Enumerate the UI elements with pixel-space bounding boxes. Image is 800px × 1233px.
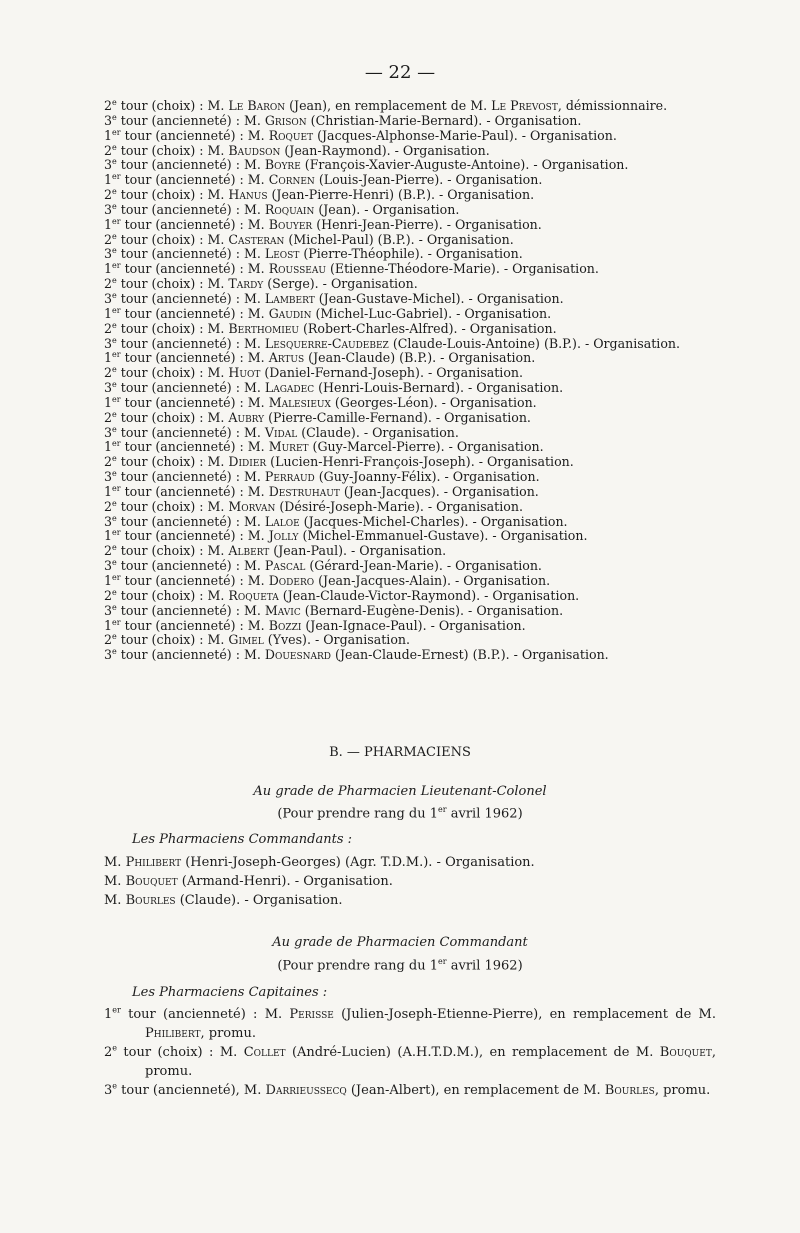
- tour-suffix: e: [112, 632, 117, 642]
- person-name: Rousseau: [268, 261, 326, 277]
- person-name: Destruhaut: [268, 483, 340, 499]
- person-name: Baudson: [228, 142, 281, 158]
- tour-text: tour (ancienneté) : M.: [116, 424, 265, 440]
- list-item: [104, 544, 714, 559]
- tour-text: tour (choix) : M.: [116, 365, 229, 381]
- list-item: [104, 144, 714, 159]
- person-name: Jolly: [268, 528, 299, 544]
- tour-text: tour (ancienneté) : M.: [116, 201, 265, 217]
- tour-text: tour (choix) : M.: [116, 632, 229, 648]
- entry-text-end: , promu.: [145, 1045, 716, 1079]
- person-name: Gaudin: [268, 305, 312, 321]
- tour-number: 2: [104, 587, 113, 603]
- tour-number: 2: [104, 632, 113, 648]
- person-name: Collet: [243, 1045, 286, 1060]
- tour-text: tour (ancienneté) : M.: [120, 172, 269, 188]
- tour-suffix: e: [112, 602, 117, 612]
- person-name: Philibert: [125, 855, 182, 870]
- tour-text: tour (ancienneté) : M.: [120, 528, 269, 544]
- tour-suffix: e: [112, 275, 117, 285]
- tour-number: 2: [104, 187, 113, 203]
- list-item: [104, 1005, 716, 1043]
- tour-suffix: e: [112, 97, 117, 107]
- tour-text: tour (ancienneté) : M.: [120, 261, 269, 277]
- person-name: Bozzi: [268, 617, 302, 633]
- person-name: Didier: [228, 454, 267, 470]
- entry-text: (Jean-Raymond). - Organisation.: [280, 142, 490, 158]
- entry-text: (Jean-Claude-Victor-Raymond). - Organisation.: [278, 587, 580, 603]
- tour-text: tour (ancienneté) : M.: [120, 617, 269, 633]
- list-item: [104, 381, 714, 396]
- person-name: Grison: [264, 112, 307, 128]
- list-item: [104, 218, 714, 233]
- tour-number: 3: [104, 380, 113, 396]
- entry-text: (Robert-Charles-Alfred). - Organisation.: [299, 320, 557, 336]
- tour-text: tour (choix) : M.: [116, 543, 229, 559]
- rank-date-1: [0, 805, 800, 821]
- entry-text: (Jean-Albert), en remplacement de M.: [346, 1083, 605, 1098]
- entry-text: (Henri-Joseph-Georges) (Agr. T.D.M.). - Organisation.: [181, 855, 535, 870]
- tour-number: 3: [104, 290, 113, 306]
- tour-number: 1: [104, 617, 113, 633]
- list-item: [104, 262, 714, 277]
- tour-number: 1: [104, 528, 113, 544]
- tour-text: tour (ancienneté) : M.: [116, 290, 265, 306]
- entry-text: (François-Xavier-Auguste-Antoine). - Organisation.: [300, 157, 629, 173]
- entry-text: (Daniel-Fernand-Joseph). - Organisation.: [260, 365, 524, 381]
- entry-text: (Guy-Joanny-Félix). - Organisation.: [314, 469, 540, 485]
- tour-text: tour (ancienneté) : M.: [120, 305, 269, 321]
- tour-suffix: e: [112, 468, 117, 478]
- entry-text: (Désiré-Joseph-Marie). - Organisation.: [275, 498, 523, 514]
- tour-number: 3: [104, 513, 113, 529]
- person-name: Huot: [228, 365, 261, 381]
- tour-suffix: e: [112, 186, 117, 196]
- list-item: [104, 515, 714, 530]
- tour-number: 3: [104, 647, 113, 663]
- entry-text: (Jean-Gustave-Michel). - Organisation.: [314, 290, 564, 306]
- person-name: Muret: [268, 439, 309, 455]
- list-item: [104, 203, 714, 218]
- tour-suffix: er: [112, 216, 121, 226]
- tour-number: 3: [104, 1083, 113, 1098]
- tour-text: tour (ancienneté) : M.: [120, 573, 269, 588]
- entry-text: (Jean-Jacques). - Organisation.: [339, 483, 539, 499]
- entry-text: (Jean-Pierre-Henri) (B.P.). - Organisation.: [267, 187, 535, 203]
- list-item: [104, 574, 714, 589]
- replaced-person-name: Le Prevost: [491, 98, 558, 113]
- tour-text: tour (choix) : M.: [116, 409, 229, 425]
- person-name: Hanus: [228, 187, 268, 203]
- list-item: [104, 158, 714, 173]
- rank-date-2-post: avril 1962): [446, 958, 523, 974]
- entry-text: (Michel-Paul) (B.P.). - Organisation.: [284, 231, 514, 247]
- tour-number: 2: [104, 98, 113, 113]
- tour-number: 3: [104, 558, 113, 574]
- tour-suffix: er: [112, 439, 121, 449]
- entry-text: (Claude-Louis-Antoine) (B.P.). - Organisation.: [388, 335, 681, 351]
- person-name: Roquain: [264, 201, 315, 217]
- tour-text: tour (ancienneté) : M.: [116, 647, 265, 663]
- person-name: Douesnard: [264, 647, 332, 663]
- tour-suffix: er: [112, 528, 121, 538]
- rank-date-1-post: avril 1962): [446, 806, 523, 822]
- tour-suffix: er: [112, 261, 121, 271]
- tour-suffix: er: [112, 350, 121, 360]
- person-name: Leost: [264, 246, 300, 262]
- tour-number: 3: [104, 424, 113, 440]
- tour-text: tour (choix) : M.: [117, 1045, 244, 1060]
- entry-text: (Pierre-Camille-Fernand). - Organisation.: [264, 409, 531, 425]
- tour-number: 1: [104, 573, 113, 588]
- tour-number: 2: [104, 231, 113, 247]
- person-name: Malesieux: [268, 394, 331, 410]
- list-item: [104, 633, 714, 648]
- tour-suffix: e: [112, 335, 117, 345]
- list-item: [104, 529, 714, 544]
- person-name: Bouyer: [268, 216, 313, 232]
- person-name: Roqueta: [228, 587, 279, 603]
- tour-text: tour (ancienneté) : M.: [120, 350, 269, 366]
- tour-number: 2: [104, 409, 113, 425]
- entry-text: (Christian-Marie-Bernard). - Organisation.: [306, 112, 582, 128]
- list-item: [104, 485, 714, 500]
- tour-text: tour (choix) : M.: [116, 231, 229, 247]
- replaced-person-name: Bourles: [604, 1083, 655, 1098]
- tour-number: 3: [104, 602, 113, 618]
- tour-text: tour (choix) : M.: [116, 98, 229, 113]
- tour-text: tour (ancienneté) : M.: [116, 112, 265, 128]
- rank-date-2-sup: er: [438, 957, 447, 966]
- person-name: Berthomieu: [228, 320, 299, 336]
- person-name: Lesquerre-Caudebez: [264, 335, 389, 351]
- title-prefix: M.: [104, 893, 126, 908]
- tour-number: 2: [104, 276, 113, 292]
- entry-text: (Jean). - Organisation.: [314, 201, 460, 217]
- tour-number: 3: [104, 157, 113, 173]
- list-item: [104, 891, 716, 910]
- entry-text: (Jean), en remplacement de M.: [285, 98, 492, 113]
- tour-number: 2: [104, 142, 113, 158]
- rank-date-1-sup: er: [438, 805, 447, 814]
- tour-number: 1: [104, 350, 113, 366]
- title-prefix: M.: [104, 855, 126, 870]
- person-name: Laloe: [264, 513, 300, 529]
- list-item: [104, 322, 714, 337]
- person-name: Le Baron: [228, 98, 286, 113]
- tour-number: 1: [104, 394, 113, 410]
- group-heading-commandants: Les Pharmaciens Commandants :: [132, 832, 353, 847]
- list-item: [104, 853, 716, 872]
- entry-text: (Gérard-Jean-Marie). - Organisation.: [305, 558, 542, 574]
- list-item: [104, 1043, 716, 1081]
- tour-suffix: e: [112, 201, 117, 211]
- tour-text: tour (ancienneté) : M.: [116, 513, 265, 529]
- list-item: [104, 114, 714, 129]
- person-name: Artus: [268, 350, 305, 366]
- tour-number: 3: [104, 335, 113, 351]
- entry-text-end: , promu.: [200, 1026, 256, 1041]
- entry-text: (Armand-Henri). - Organisation.: [177, 874, 393, 889]
- person-name: Albert: [228, 543, 270, 559]
- group-heading-capitaines: Les Pharmaciens Capitaines :: [132, 985, 328, 1000]
- tour-text: tour (ancienneté) : M.: [116, 335, 265, 351]
- tour-suffix: e: [112, 290, 117, 300]
- replaced-person-name: Philibert: [145, 1026, 201, 1041]
- entry-text-end: , démissionnaire.: [557, 98, 668, 113]
- entry-text: (Henri-Louis-Bernard). - Organisation.: [314, 380, 564, 396]
- tour-number: 2: [104, 320, 113, 336]
- list-item: [104, 470, 714, 485]
- tour-suffix: e: [112, 231, 117, 241]
- tour-number: 2: [104, 1045, 113, 1060]
- tour-suffix: er: [112, 1005, 121, 1015]
- tour-suffix: e: [112, 1043, 118, 1053]
- entry-text: (Julien-Joseph-Etienne-Pierre), en remplacement de M.: [333, 1007, 716, 1022]
- list-item: [104, 411, 714, 426]
- entry-text: (Jean-Claude) (B.P.). - Organisation.: [304, 350, 536, 366]
- entry-text: (Claude). - Organisation.: [297, 424, 459, 440]
- tour-suffix: er: [112, 483, 121, 493]
- tour-text: tour (choix) : M.: [116, 142, 229, 158]
- list-item: [104, 233, 714, 248]
- tour-text: tour (ancienneté) : M.: [120, 216, 269, 232]
- entry-text: (Michel-Luc-Gabriel). - Organisation.: [311, 305, 552, 321]
- tour-number: 3: [104, 112, 113, 128]
- person-name: Dodero: [268, 573, 315, 588]
- person-name: Pascal: [264, 558, 306, 574]
- entry-text: (Jacques-Alphonse-Marie-Paul). - Organisation.: [313, 127, 617, 143]
- person-name: Lagadec: [264, 380, 315, 396]
- person-name: Bourles: [125, 893, 176, 908]
- list-item: [104, 366, 714, 381]
- rank-date-1-pre: (Pour prendre rang du 1: [277, 806, 439, 822]
- tour-number: 3: [104, 469, 113, 485]
- tour-suffix: e: [112, 365, 117, 374]
- section-heading: B. — PHARMACIENS: [329, 745, 471, 760]
- list-item: [104, 188, 714, 203]
- tour-text: tour (ancienneté) : M.: [120, 439, 269, 455]
- tour-suffix: e: [112, 454, 117, 464]
- tour-suffix: e: [112, 587, 117, 597]
- person-name: Darrieussecq: [265, 1083, 347, 1098]
- tour-text: tour (choix) : M.: [116, 320, 229, 336]
- list-item: [104, 129, 714, 144]
- tour-number: 3: [104, 246, 113, 262]
- tour-text: tour (ancienneté) : M.: [116, 469, 265, 485]
- entry-text: (Guy-Marcel-Pierre). - Organisation.: [308, 439, 544, 455]
- pharmacist-list-capitaines: [104, 1005, 716, 1100]
- list-item: [104, 559, 714, 574]
- tour-text: tour (ancienneté) : M.: [116, 602, 265, 618]
- rank-date-2-pre: (Pour prendre rang du 1: [277, 958, 439, 974]
- tour-suffix: er: [112, 572, 121, 582]
- promotion-list: [104, 99, 714, 663]
- tour-number: 1: [104, 261, 113, 277]
- entry-text: (Jacques-Michel-Charles). - Organisation.: [299, 513, 568, 529]
- list-item: [104, 500, 714, 515]
- tour-suffix: e: [112, 320, 117, 330]
- tour-number: 2: [104, 365, 113, 381]
- rank-date-2: [0, 957, 800, 973]
- entry-text: (Pierre-Théophile). - Organisation.: [299, 246, 523, 262]
- person-name: Bouquet: [125, 874, 178, 889]
- list-item: [104, 872, 716, 891]
- list-item: [104, 440, 714, 455]
- list-item: [104, 277, 714, 292]
- entry-text: (Lucien-Henri-François-Joseph). - Organisation.: [266, 454, 574, 470]
- tour-number: 1: [104, 1007, 113, 1022]
- tour-suffix: e: [112, 543, 117, 553]
- entry-text: (Michel-Emmanuel-Gustave). - Organisation.: [298, 528, 588, 544]
- tour-number: 1: [104, 439, 113, 455]
- entry-text: (André-Lucien) (A.H.T.D.M.), en remplacement de M.: [285, 1045, 660, 1060]
- list-item: [104, 173, 714, 188]
- list-item: [104, 351, 714, 366]
- tour-text: tour (ancienneté), M.: [117, 1083, 266, 1098]
- list-item: [104, 396, 714, 411]
- list-item: [104, 247, 714, 262]
- list-item: [104, 1081, 716, 1100]
- entry-text: (Henri-Jean-Pierre). - Organisation.: [312, 216, 542, 232]
- entry-text: (Yves). - Organisation.: [263, 632, 411, 648]
- person-name: Morvan: [228, 498, 276, 514]
- tour-text: tour (choix) : M.: [116, 187, 229, 203]
- tour-text: tour (ancienneté) : M.: [120, 483, 269, 499]
- person-name: Perisse: [289, 1007, 334, 1022]
- tour-suffix: e: [112, 647, 117, 657]
- tour-suffix: e: [112, 112, 117, 122]
- tour-text: tour (ancienneté) : M.: [116, 380, 265, 396]
- tour-text: tour (ancienneté) : M.: [120, 127, 269, 143]
- person-name: Casteran: [228, 231, 285, 247]
- tour-text: tour (ancienneté) : M.: [120, 394, 269, 410]
- tour-number: 2: [104, 498, 113, 514]
- list-item: [104, 426, 714, 441]
- list-item: [104, 307, 714, 322]
- entry-text: (Georges-Léon). - Organisation.: [330, 394, 537, 410]
- entry-text: (Etienne-Théodore-Marie). - Organisation.: [325, 261, 599, 277]
- list-item: [104, 619, 714, 634]
- tour-number: 1: [104, 483, 113, 499]
- tour-text: tour (choix) : M.: [116, 454, 229, 470]
- entry-text-end: , promu.: [654, 1083, 711, 1098]
- tour-number: 3: [104, 201, 113, 217]
- tour-text: tour (ancienneté) : M.: [116, 246, 265, 262]
- replaced-person-name: Bouquet: [659, 1045, 712, 1060]
- entry-text: (Bernard-Eugène-Denis). - Organisation.: [300, 602, 564, 618]
- tour-suffix: er: [112, 172, 121, 182]
- tour-number: 2: [104, 454, 113, 470]
- entry-text: (Louis-Jean-Pierre). - Organisation.: [314, 172, 543, 188]
- tour-suffix: e: [112, 142, 117, 152]
- person-name: Tardy: [228, 276, 264, 292]
- entry-text: (Jean-Ignace-Paul). - Organisation.: [301, 617, 526, 633]
- tour-text: tour (ancienneté) : M.: [120, 1007, 290, 1022]
- tour-suffix: er: [112, 305, 121, 315]
- tour-suffix: e: [112, 379, 117, 389]
- list-item: [104, 455, 714, 470]
- tour-suffix: e: [112, 409, 117, 419]
- tour-suffix: e: [112, 1081, 118, 1091]
- tour-text: tour (ancienneté) : M.: [116, 157, 265, 173]
- grade-heading-lieutenant-colonel: Au grade de Pharmacien Lieutenant-Colonel: [253, 784, 547, 799]
- list-item: [104, 99, 714, 114]
- tour-suffix: e: [112, 424, 117, 434]
- tour-suffix: er: [112, 127, 121, 137]
- tour-text: tour (choix) : M.: [116, 498, 229, 514]
- tour-suffix: e: [112, 513, 117, 523]
- entry-text: (Jean-Jacques-Alain). - Organisation.: [314, 573, 551, 588]
- grade-heading-commandant: Au grade de Pharmacien Commandant: [272, 935, 528, 950]
- person-name: Lambert: [264, 290, 315, 306]
- tour-number: 1: [104, 305, 113, 321]
- tour-suffix: er: [112, 617, 121, 627]
- tour-number: 1: [104, 216, 113, 232]
- tour-suffix: er: [112, 394, 121, 404]
- tour-suffix: e: [112, 557, 117, 567]
- list-item: [104, 589, 714, 604]
- pharmacist-list-commandants: [104, 853, 716, 910]
- tour-text: tour (choix) : M.: [116, 587, 229, 603]
- list-item: [104, 648, 714, 663]
- tour-number: 1: [104, 127, 113, 143]
- entry-text: (Claude). - Organisation.: [175, 893, 343, 908]
- person-name: Cornen: [268, 172, 315, 188]
- person-name: Boyre: [264, 157, 301, 173]
- person-name: Perraud: [264, 469, 315, 485]
- tour-text: tour (choix) : M.: [116, 276, 229, 292]
- person-name: Mavic: [264, 602, 301, 618]
- list-item: [104, 604, 714, 619]
- tour-suffix: e: [112, 498, 117, 508]
- page-number: — 22 —: [364, 62, 436, 83]
- title-prefix: M.: [104, 874, 126, 889]
- list-item: [104, 292, 714, 307]
- entry-text: (Serge). - Organisation.: [263, 276, 418, 292]
- entry-text: (Jean-Claude-Ernest) (B.P.). - Organisation.: [331, 647, 609, 663]
- tour-suffix: e: [112, 246, 117, 256]
- person-name: Vidal: [264, 424, 298, 440]
- tour-suffix: e: [112, 157, 117, 167]
- entry-text: (Jean-Paul). - Organisation.: [269, 543, 447, 559]
- person-name: Roquet: [268, 127, 314, 143]
- person-name: Gimel: [228, 632, 264, 648]
- tour-number: 1: [104, 172, 113, 188]
- person-name: Aubry: [228, 409, 265, 425]
- list-item: [104, 337, 714, 352]
- tour-number: 2: [104, 543, 113, 559]
- tour-text: tour (ancienneté) : M.: [116, 558, 265, 574]
